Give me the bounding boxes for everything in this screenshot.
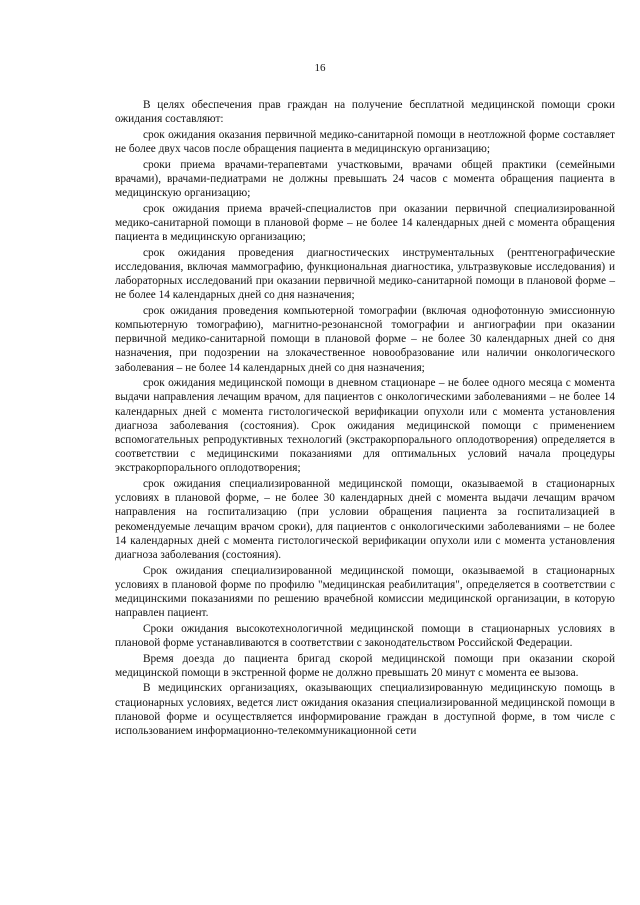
- paragraph-therapist-appointment: сроки приема врачами-терапевтами участковыми, врачами общей практики (семейными врачами), врачами-педиатрами не должны превышать 24 часов с момента обращения пациента в медицинскую организацию;: [115, 158, 615, 199]
- paragraph-waiting-list: В медицинских организациях, оказывающих специализированную медицинскую помощь в стационарных условиях, ведется лист ожидания оказания специализированной медицинской помощи в плановой форме и осуществляется информирование граждан в доступной форме, в том числе с использованием информационно-телекоммуникационной сети: [115, 682, 615, 738]
- paragraph-inpatient-care: срок ожидания специализированной медицинской помощи, оказываемой в стационарных условиях в плановой форме, – не более 30 календарных дней с момента выдачи лечащим врачом направления на госпитализацию (при условии обращения пациента за госпитализацией в рекомендуемые лечащим врачом сроки), для пациентов с онкологическими заболеваниями – не более 14 календарных дней с момента гистологической верификации опухоли или с момента установления диагноза заболевания (состояния).: [115, 478, 615, 562]
- paragraph-tomography: срок ожидания проведения компьютерной томографии (включая однофотонную эмиссионную компьютерную томографию), магнитно-резонансной томографии и ангиографии при оказании первичной медико-санитарной помощи в плановой форме – не более 30 календарных дней со дня назначения, при подозрении на злокачественное новообразование или наличии онкологического заболевания – не более 14 календарных дней со дня назначения;: [115, 304, 615, 374]
- paragraph-diagnostic-tests: срок ожидания проведения диагностических инструментальных (рентгенографические исследования, включая маммографию, функциональная диагностика, ультразвуковые исследования) и лабораторных исследований при оказании первичной медико-санитарной помощи в плановой форме – не более 14 календарных дней со дня назначения;: [115, 246, 615, 302]
- paragraph-specialist-appointment: срок ожидания приема врачей-специалистов при оказании первичной специализированной медико-санитарной помощи в плановой форме – не более 14 календарных дней с момента обращения пациента в медицинскую организацию;: [115, 202, 615, 243]
- paragraph-ambulance: Время доезда до пациента бригад скорой медицинской помощи при оказании скорой медицинской помощи в экстренной форме не должно превышать 20 минут с момента ее вызова.: [115, 652, 615, 679]
- paragraph-intro: В целях обеспечения прав граждан на получение бесплатной медицинской помощи сроки ожидания составляют:: [115, 99, 615, 126]
- document-body: [115, 98, 615, 740]
- paragraph-high-tech-care: Сроки ожидания высокотехнологичной медицинской помощи в стационарных условиях в плановой форме устанавливаются в соответствии с законодательством Российской Федерации.: [115, 622, 615, 650]
- paragraph-urgent-care: срок ожидания оказания первичной медико-санитарной помощи в неотложной форме составляет не более двух часов после обращения пациента в медицинскую организацию;: [115, 128, 615, 155]
- page-number: 16: [314, 62, 326, 74]
- paragraph-day-hospital: срок ожидания медицинской помощи в дневном стационаре – не более одного месяца с момента выдачи направления лечащим врачом, для пациентов с онкологическими заболеваниями – не более 14 календарных дней с момента гистологической верификации опухоли или с момента установления диагноза заболевания (состояния). Срок ожидания медицинской помощи с применением вспомогательных репродуктивных технологий (экстракорпорального оплодотворения) определяется в соответствии с медицинскими показаниями для оптимальных условий начала процедуры экстракорпорального оплодотворения;: [115, 377, 615, 475]
- paragraph-rehabilitation: Срок ожидания специализированной медицинской помощи, оказываемой в стационарных условиях в плановой форме по профилю "медицинская реабилитация", определяется в соответствии с медицинскими показаниями по решению врачебной комиссии медицинской организации, в которую направлен пациент.: [115, 564, 615, 620]
